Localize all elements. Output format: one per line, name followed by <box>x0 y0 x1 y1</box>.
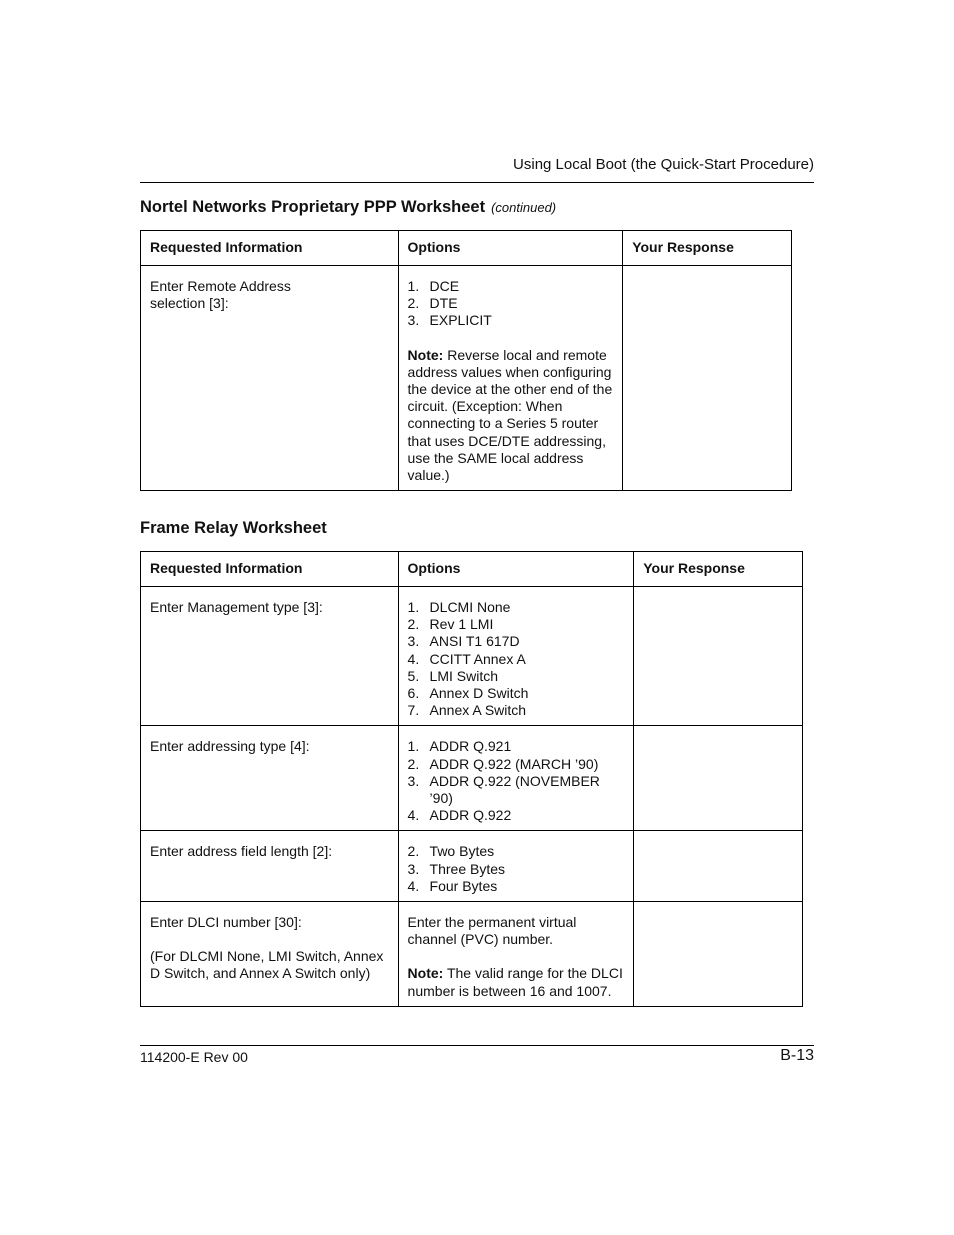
frame-relay-worksheet-table <box>140 551 803 1007</box>
note-text: The valid range for the DLCI number is between 16 and 1007. <box>407 965 623 999</box>
option-item: 1. DLCMI None <box>407 599 511 615</box>
options-cell <box>398 831 634 902</box>
option-item: 3. EXPLICIT <box>407 312 492 329</box>
ppp-worksheet-title <box>140 198 556 217</box>
running-header: Using Local Boot (the Quick-Start Procedure) <box>513 156 814 173</box>
option-item: 4. ADDR Q.922 <box>407 807 512 824</box>
option-item: 3. ANSI T1 617D <box>407 633 520 650</box>
column-header-response: Your Response <box>634 552 803 587</box>
table-row <box>141 831 803 902</box>
options-cell <box>398 902 634 1007</box>
response-cell[interactable] <box>634 902 803 1007</box>
footer-rule <box>140 1045 814 1046</box>
option-item: 6. Annex D Switch <box>407 685 529 702</box>
options-cell <box>398 266 623 491</box>
note <box>408 347 614 485</box>
requested-cell: Enter address field length [2]: <box>141 831 399 902</box>
requested-cell <box>141 266 399 491</box>
requested-qualifier: (For DLCMI None, LMI Switch, Annex D Switch, and Annex A Switch only) <box>150 948 384 982</box>
option-item: 5. LMI Switch <box>407 667 499 684</box>
options-cell <box>398 726 634 831</box>
frame-relay-worksheet-title: Frame Relay Worksheet <box>140 519 327 537</box>
option-item: 2. Two Bytes <box>407 843 495 860</box>
options-list <box>408 599 625 719</box>
options-cell <box>398 587 634 726</box>
response-cell[interactable] <box>634 587 803 726</box>
page-number: B-13 <box>780 1047 814 1064</box>
response-cell[interactable] <box>623 266 792 491</box>
response-cell[interactable] <box>634 726 803 831</box>
column-header-requested: Requested Information <box>141 552 399 587</box>
options-list <box>408 278 614 330</box>
option-item: 3. ADDR Q.922 (NOVEMBER ’90) <box>407 772 600 807</box>
note-label: Note: <box>407 965 444 982</box>
requested-cell <box>141 902 399 1007</box>
column-header-options: Options <box>398 231 623 266</box>
requested-cell: Enter Management type [3]: <box>141 587 399 726</box>
table-row <box>141 902 803 1007</box>
requested-text: Enter Remote Address <box>150 278 291 294</box>
option-item: 2. ADDR Q.922 (MARCH ’90) <box>407 755 599 772</box>
table-row <box>141 266 792 491</box>
option-item: 7. Annex A Switch <box>407 702 527 719</box>
note <box>408 965 625 999</box>
header-rule <box>140 182 814 183</box>
response-cell[interactable] <box>634 831 803 902</box>
continued-label: (continued) <box>491 200 557 215</box>
table-header-row <box>141 552 803 587</box>
note-text: Reverse local and remote address values when configuring the device at the other end of the circuit. (Exception: When connecting to a Series 5 router that uses DCE/DTE addressing, use the SAME local address value.) <box>407 346 613 484</box>
option-item: 2. Rev 1 LMI <box>407 616 494 633</box>
document-number: 114200-E Rev 00 <box>140 1049 248 1065</box>
requested-cell: Enter addressing type [4]: <box>141 726 399 831</box>
option-item: 1. DCE <box>407 278 460 294</box>
note-label: Note: <box>407 346 444 363</box>
table-row <box>141 726 803 831</box>
options-list <box>408 843 625 895</box>
options-text: Enter the permanent virtual channel (PVC) number. <box>407 914 577 948</box>
option-item: 1. ADDR Q.921 <box>407 738 512 755</box>
table-header-row <box>141 231 792 266</box>
option-item: 4. CCITT Annex A <box>407 650 526 667</box>
ppp-title-text: Nortel Networks Proprietary PPP Worksheet <box>140 198 486 216</box>
table-row <box>141 587 803 726</box>
ppp-worksheet-table <box>140 230 792 491</box>
column-header-response: Your Response <box>623 231 792 266</box>
requested-text: Enter DLCI number [30]: <box>150 914 302 931</box>
requested-text: selection [3]: <box>150 295 229 312</box>
option-item: 4. Four Bytes <box>407 877 498 894</box>
options-list <box>408 738 625 824</box>
option-item: 3. Three Bytes <box>407 860 506 877</box>
option-item: 2. DTE <box>407 295 458 312</box>
column-header-requested: Requested Information <box>141 231 399 266</box>
column-header-options: Options <box>398 552 634 587</box>
